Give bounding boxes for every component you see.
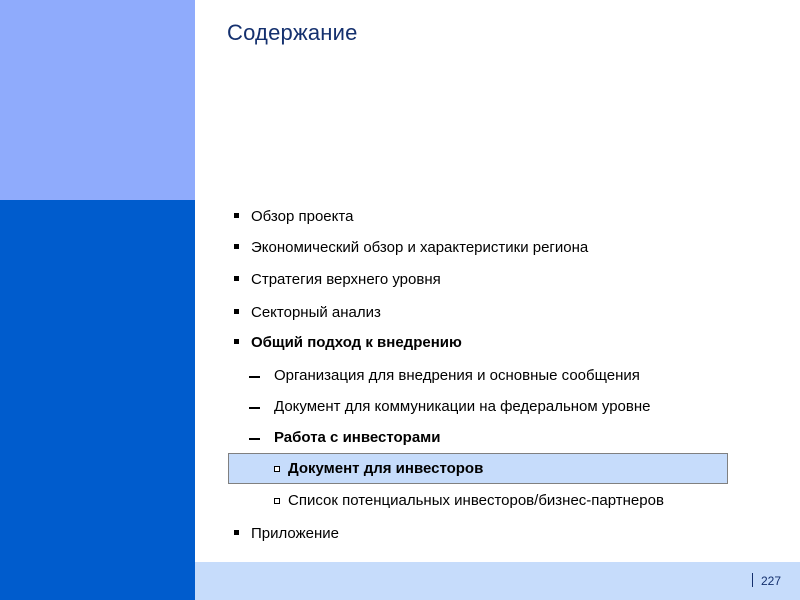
toc-item-strategy[interactable]: Стратегия верхнего уровня <box>251 271 441 288</box>
toc-item-federal-communication[interactable]: Документ для коммуникации на федеральном уровне <box>274 398 651 415</box>
toc-item-investor-work[interactable]: Работа с инвесторами <box>274 429 441 446</box>
toc-item-investor-document[interactable]: Документ для инвесторов <box>288 460 484 477</box>
dash-bullet-icon <box>249 376 260 378</box>
toc-item-investor-list[interactable]: Список потенциальных инвесторов/бизнес-партнеров <box>288 492 664 509</box>
page-title: Содержание <box>227 20 358 45</box>
toc-item-project-overview[interactable]: Обзор проекта <box>251 208 354 225</box>
dash-bullet-icon <box>249 438 260 440</box>
toc-item-economic-overview[interactable]: Экономический обзор и характеристики региона <box>251 239 589 256</box>
square-bullet-icon <box>234 276 239 281</box>
square-bullet-icon <box>234 309 239 314</box>
square-bullet-icon <box>234 530 239 535</box>
page-number-separator <box>752 573 753 587</box>
toc-item-appendix[interactable]: Приложение <box>251 525 339 542</box>
dash-bullet-icon <box>249 407 260 409</box>
toc-item-sector-analysis[interactable]: Секторный анализ <box>251 304 381 321</box>
toc-item-implementation-approach[interactable]: Общий подход к внедрению <box>251 334 462 351</box>
square-bullet-icon <box>234 213 239 218</box>
square-bullet-icon <box>234 244 239 249</box>
page-number: 227 <box>761 574 782 588</box>
square-bullet-icon <box>234 339 239 344</box>
hollow-square-bullet-icon <box>274 466 280 472</box>
toc-item-organization[interactable]: Организация для внедрения и основные сообщения <box>274 367 640 384</box>
hollow-square-bullet-icon <box>274 498 280 504</box>
